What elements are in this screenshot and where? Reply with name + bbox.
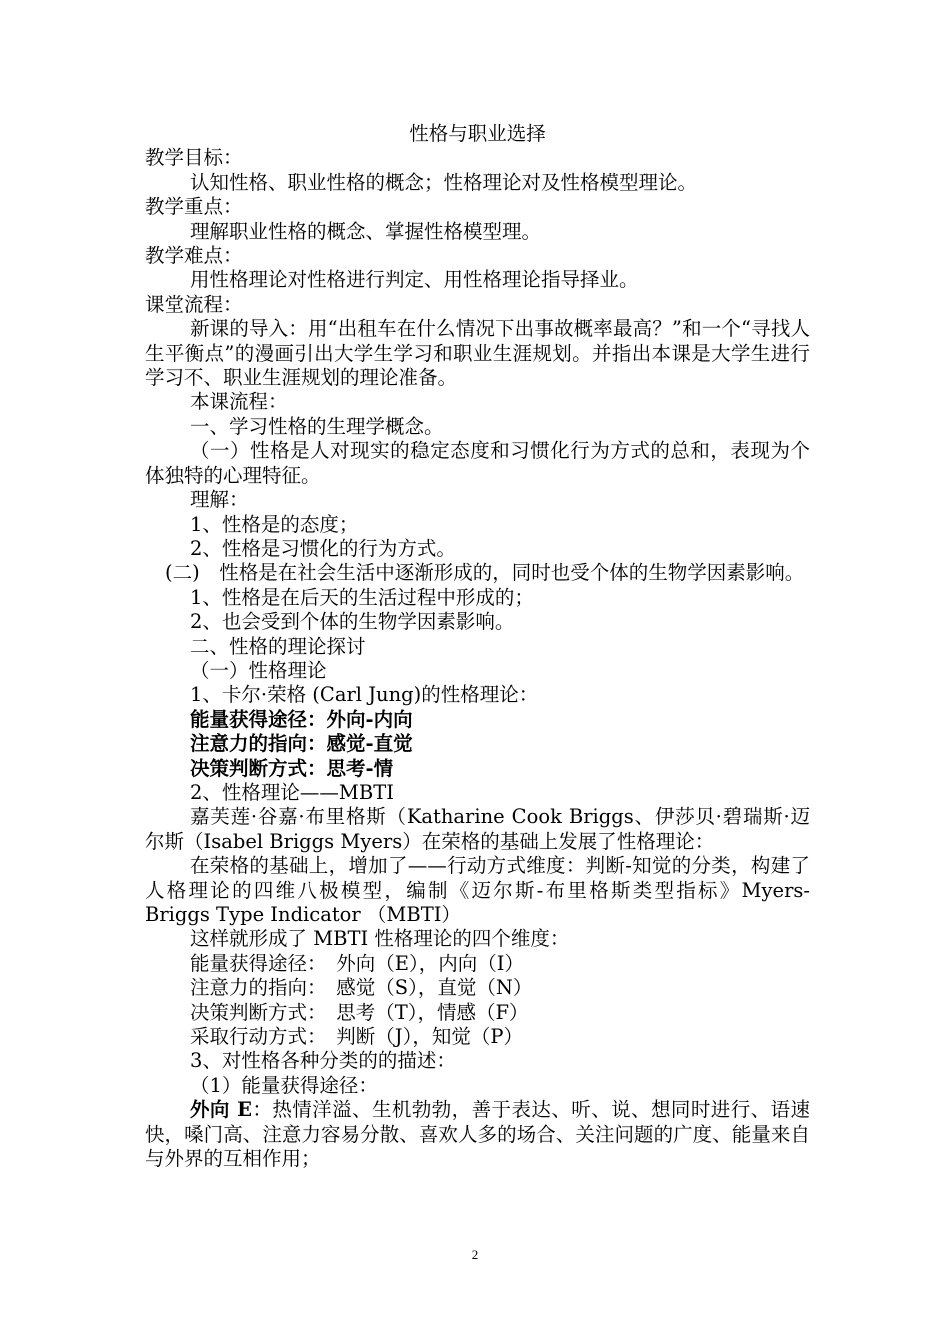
list-item: 能量获得途径： 外向（E），内向（I） [190, 951, 524, 975]
paragraph: 用性格理论对性格进行判定、用性格理论指导择业。 [190, 268, 639, 292]
page-number: 2 [471, 1247, 479, 1262]
paragraph: 新课的导入：用“出租车在什么情况下出事故概率最高？”和一个“寻找人生平衡点”的漫画引出大学生学习和职业生涯规划。并指出本课是大学生进行学习不、职业生涯规划的理论准备。 [145, 317, 810, 390]
paragraph [145, 1098, 810, 1171]
term-description: ：热情洋溢、生机勃勃，善于表达、听、说、想同时进行、语速快，嗓门高、注意力容易分散、喜欢人多的场合、关注问题的广度、能量来自与外界的互相作用； [145, 1098, 810, 1171]
list-item: 注意力的指向： 感觉（S），直觉（N） [190, 976, 533, 1000]
paragraph: (二) 性格是在社会生活中逐渐形成的，同时也受个体的生物学因素影响。 [165, 561, 805, 585]
paragraph: 认知性格、职业性格的概念；性格理论对及性格模型理论。 [190, 170, 698, 194]
list-item: 1、性格是的态度； [190, 512, 359, 536]
paragraph: 一、学习性格的生理学概念。 [190, 414, 444, 438]
paragraph: 2、性格理论——MBTI [190, 780, 394, 804]
paragraph: （一）性格理论 [190, 658, 327, 682]
section-heading-difficulties: 教学难点： [145, 244, 243, 268]
bold-line: 能量获得途径：外向-内向 [190, 707, 413, 731]
paragraph: （一）性格是人对现实的稳定态度和习惯化行为方式的总和，表现为个体独特的心理特征。 [145, 439, 810, 487]
section-heading-key-points: 教学重点： [145, 195, 243, 219]
paragraph: 理解职业性格的概念、掌握性格模型理。 [190, 219, 542, 243]
paragraph: （1）能量获得途径： [190, 1073, 378, 1097]
paragraph: 1、卡尔·荣格 (Carl Jung)的性格理论： [190, 683, 539, 707]
paragraph: 理解： [190, 488, 249, 512]
list-item: 决策判断方式： 思考（T），情感（F） [190, 1000, 529, 1024]
bold-line: 决策判断方式：思考-情 [190, 756, 394, 780]
paragraph: 二、性格的理论探讨 [190, 634, 366, 658]
paragraph: 这样就形成了 MBTI 性格理论的四个维度： [190, 927, 570, 951]
list-item: 采取行动方式： 判断（J），知觉（P） [190, 1025, 523, 1049]
bold-term: 外向 E [190, 1098, 252, 1122]
paragraph: 嘉芙莲·谷嘉·布里格斯（Katharine Cook Briggs、伊莎贝·碧瑞斯·迈尔斯（Isabel Briggs Myers）在荣格的基础上发展了性格理论： [145, 805, 810, 853]
list-item: 2、也会受到个体的生物学因素影响。 [190, 610, 515, 634]
paragraph: 在荣格的基础上，增加了——行动方式维度：判断-知觉的分类，构建了人格理论的四维八极模型，编制《迈尔斯-布里格斯类型指标》Myers-Briggs Type Indicator （MBTI） [145, 854, 810, 926]
document-body [145, 122, 810, 1171]
list-item: 1、性格是在后天的生活过程中形成的； [190, 585, 534, 609]
section-heading-objectives: 教学目标： [145, 146, 243, 170]
list-item: 2、性格是习惯化的行为方式。 [190, 536, 456, 560]
bold-line: 注意力的指向：感觉-直觉 [190, 732, 413, 756]
document-title: 性格与职业选择 [409, 122, 546, 145]
section-heading-process: 课堂流程： [145, 292, 243, 316]
paragraph: 本课流程： [190, 390, 288, 414]
paragraph: 3、对性格各种分类的的描述： [190, 1049, 456, 1073]
